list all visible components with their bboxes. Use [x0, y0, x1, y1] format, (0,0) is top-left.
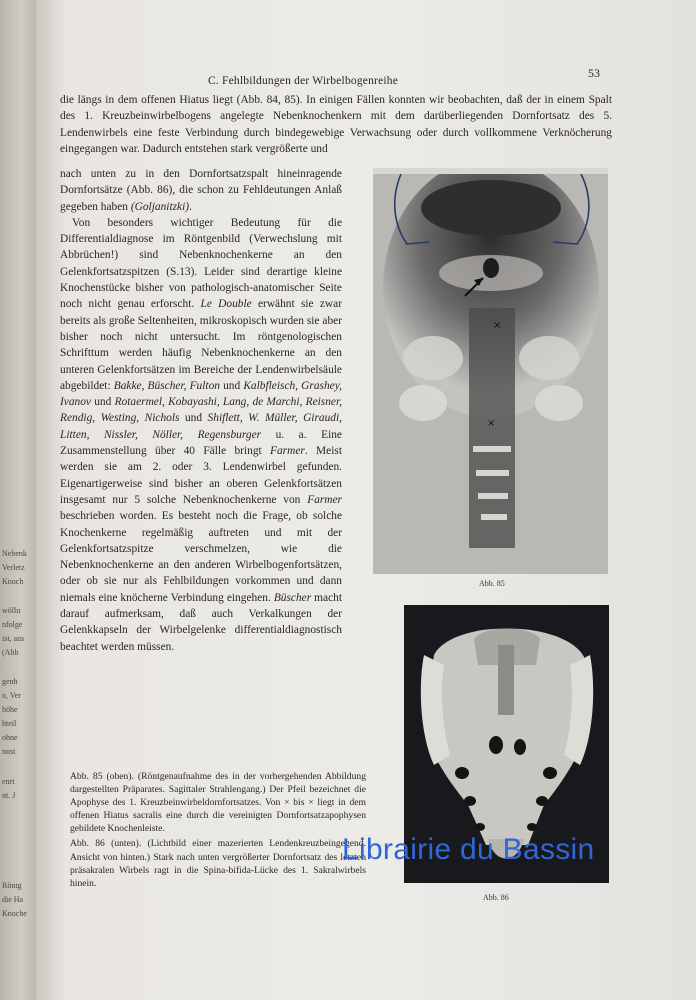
- previous-page-edge: [0, 0, 36, 1000]
- prev-page-fragment: Knoch: [2, 577, 24, 586]
- seller-watermark: Librairie du Bassin: [342, 833, 595, 866]
- prev-page-fragment: Nebenk: [2, 549, 27, 558]
- running-header: C. Fehlbildungen der Wirbelbogenreihe: [208, 75, 399, 87]
- page-number: 53: [588, 66, 600, 80]
- prev-page-fragment: nt. J: [2, 791, 16, 800]
- svg-text:×: ×: [493, 320, 502, 331]
- figure-85-xray-image: [373, 168, 608, 574]
- prev-page-fragment: ist, aus: [2, 634, 25, 643]
- citation-author: Büscher: [273, 591, 312, 604]
- paragraph-text: die längs in dem offenen Hiatus liegt (Abb. 84, 85). In einigen Fällen konnten wir beobachten, daß der in einem Spalt des 1. Kreuzbeinwirbelbogens angelegte Nebenknochenkern mit dem darüberliegenden Dornfortsatz des 5. Lendenwirbels eine feste Verbindung durch bindegewebige Verwachsung oder durch vollkommene Verknöcherung eingegangen war. Dadurch entstehen stark vergrößerte und: [60, 94, 612, 155]
- figure-captions: [70, 770, 366, 892]
- svg-text:×: ×: [487, 418, 496, 429]
- prev-page-fragment: wöllu: [2, 606, 21, 615]
- paragraph-gelenkfortsatz: Von besonders wichtiger Bedeutung für die Differentialdiagnose im Röntgenbild (Verwechslung mit Abbrüchen!) sind Nebenknochenkerne an den Gelenkfortsatzspitzen (S.13). Leider sind derartige kleine Knochenstücke bisher von pathologisch-anatomischer Seite noch nicht genau erforscht. Le Double erwähnt sie zwar bereits als große Seltenheiten, mikroskopisch wurden sie aber bisher noch nicht untersucht. Im röntgenologischen Schrifttum werden häufig Nebenknochenkerne an den unteren Gelenkfortsätzen im Bereiche der Lendenwirbelsäule abgebildet: Bakke, Büscher, Fulton und Kalbfleisch, Grashey, Ivanov und Rotaermel, Kobayashi, Lang, de Marchi, Reisner, Rendig, Westing, Nichols und Shiflett, W. Müller, Giraudi, Litten, Nissler, Nöller, Regensburger u. a. Eine Zusammenstellung über 40 Fälle bringt Farmer. Meist werden sie am 2. oder 3. Lendenwirbel gefunden. Eigenartigerweise sind bisher an oberen Gelenkfortsätzen insgesamt nur 5 solche Nebenknochenkerne von Farmer beschrieben worden. Es besteht noch die Frage, ob solche Knochenkerne regelmäßig auftreten und mit der Gelenkfortsatzspitze verschmelzen, wie die Nebenknochenkerne an den anderen Wirbelbogenfortsätzen, oder ob sie nur als Fehlbildungen vorkommen und dann niemals eine knöcherne Verbindung eingehen. Büscher macht darauf aufmerksam, daß auch Verkalkungen der Gelenkkapseln der Wirbelgelenke differentialdiagnostisch beachtet werden müssen.: [60, 216, 343, 653]
- text-column: [60, 166, 342, 655]
- prev-page-fragment: höhe: [2, 705, 18, 714]
- prev-page-fragment: nfolge: [2, 620, 23, 629]
- paragraph-continuation: nach unten zu in den Dornfortsatzspalt hineinragende Dornfortsätze (Abb. 86), die schon zu Fehldeutungen Anlaß gegeben haben (Goljanitzki).: [60, 168, 342, 213]
- caption-85: Abb. 85 (oben). (Röntgenaufnahme des in der vorhergehenden Abbildung dargestellten Präparates. Sagittaler Strahlengang.) Der Pfeil bezeichnet die Apophyse des 1. Kreuzbeinwirbeldornfortsatzes. Von × bis × liegt in dem offenen Hiatus sacralis eine durch die vereinigten Dornfortsatzapophysen gebildete Knochenleiste.: [70, 771, 366, 835]
- citation-author: Kalbfleisch, Grashey, Ivanov: [60, 379, 342, 409]
- xray-illustration: [373, 168, 608, 574]
- prev-page-fragment: ohne: [2, 733, 18, 742]
- prev-page-fragment: hteil: [2, 719, 17, 728]
- book-page: [36, 0, 696, 1000]
- caption-86: Abb. 86 (unten). (Lichtbild einer mazerierten Lendenkreuzbeingegend. Ansicht von hinten.) Stark nach unten vergrößerter Dornfortsatz des letzten präsakralen Wirbels ragt in die Spina-bifida-Lücke des 1. Sakralwirbels hinein.: [70, 838, 366, 889]
- prev-page-fragment: (Abb: [2, 648, 19, 657]
- citation-author: Le Double: [200, 298, 252, 311]
- prev-page-fragment: enrt: [2, 777, 15, 786]
- prev-page-fragment: nnst: [2, 747, 16, 756]
- citation-author: Farmer: [307, 493, 342, 506]
- figure-86-label: Abb. 86: [483, 893, 509, 902]
- citation-author: Farmer: [270, 445, 305, 458]
- prev-page-fragment: Knoche: [2, 909, 27, 918]
- citation-author: (Goljanitzki): [130, 200, 190, 213]
- prev-page-fragment: genh: [2, 677, 18, 686]
- full-width-paragraph: [60, 92, 612, 157]
- citation-author: Shiflett, W. Müller, Giraudi, Litten, Nissler, Nöller, Regensburger: [60, 412, 342, 441]
- citation-author: Bakke, Büscher, Fulton: [113, 379, 220, 392]
- prev-page-fragment: Röntg: [2, 881, 22, 890]
- citation-author: Rotaermel, Kobayashi, Lang, de Marchi, Reisner, Rendig, Westing, Nichols: [60, 396, 343, 425]
- prev-page-fragment: n, Ver: [2, 691, 21, 700]
- figure-85-label: Abb. 85: [479, 579, 505, 588]
- prev-page-fragment: die Ha: [2, 895, 24, 904]
- prev-page-fragment: Verletz: [2, 563, 25, 572]
